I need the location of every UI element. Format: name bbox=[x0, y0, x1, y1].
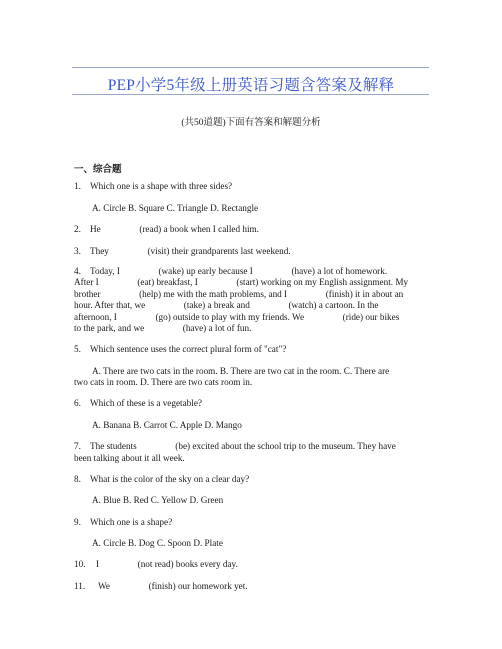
passage-text: to the park, and we bbox=[74, 323, 145, 333]
question-8 bbox=[74, 474, 430, 486]
passage-text: hour. After that, we bbox=[74, 300, 146, 310]
question-number: 9. bbox=[74, 517, 81, 527]
question-number: 10. bbox=[74, 559, 86, 569]
passage-text: afternoon, I bbox=[74, 312, 117, 322]
question-number: 4. bbox=[74, 266, 81, 276]
question-9-options: A. Circle B. Dog C. Spoon D. Plate bbox=[92, 538, 223, 548]
question-text: Which sentence uses the correct plural form of "cat"? bbox=[90, 344, 287, 354]
page-title: PEP小学5年级上册英语习题含答案及解释 bbox=[107, 77, 395, 94]
question-number: 7. bbox=[74, 441, 81, 451]
question-text: (visit) their grandparents last weekend. bbox=[147, 246, 291, 256]
passage-text: After I bbox=[74, 277, 99, 287]
question-text: (be) excited about the school trip to the museum. They have bbox=[175, 441, 396, 451]
question-number: 5. bbox=[74, 344, 81, 354]
question-4-line-6 bbox=[74, 323, 430, 335]
section-heading: 一、综合题 bbox=[74, 164, 122, 175]
passage-text: (eat) breakfast, I bbox=[137, 277, 198, 287]
question-number: 8. bbox=[74, 474, 81, 484]
question-text: (read) a book when I called him. bbox=[139, 224, 259, 234]
question-text: (not read) books every day. bbox=[137, 559, 238, 569]
passage-text: (finish) it in about an bbox=[325, 289, 404, 299]
passage-text: (wake) up early because I bbox=[158, 266, 253, 276]
question-4-line-5 bbox=[74, 312, 430, 324]
question-text: What is the color of the sky on a clear day? bbox=[90, 474, 250, 484]
passage-text: (help) me with the math problems, and I bbox=[139, 289, 288, 299]
passage-text: brother bbox=[74, 289, 101, 299]
passage-text: (have) a lot of fun. bbox=[182, 323, 252, 333]
passage-text: (watch) a cartoon. In the bbox=[288, 300, 379, 310]
question-6-options: A. Banana B. Carrot C. Apple D. Mango bbox=[92, 420, 242, 430]
question-5-options-cont: two cats in room. D. There are two cats room in. bbox=[74, 377, 253, 387]
question-3 bbox=[74, 246, 430, 258]
question-5-options: A. There are two cats in the room. B. There are two cat in the room. C. There are bbox=[92, 366, 390, 376]
question-6 bbox=[74, 398, 430, 410]
question-10 bbox=[74, 559, 430, 571]
question-7 bbox=[74, 441, 430, 453]
question-text: They bbox=[90, 246, 109, 256]
passage-text: (take) a break and bbox=[183, 300, 250, 310]
question-7-line-2: been talking about it all week. bbox=[74, 453, 185, 463]
passage-text: (go) outside to play with my friends. We bbox=[155, 312, 305, 322]
question-text: We bbox=[98, 581, 111, 591]
question-4 bbox=[74, 266, 430, 278]
question-4-line-3 bbox=[74, 289, 430, 301]
passage-text: Today, I bbox=[90, 266, 120, 276]
question-5 bbox=[74, 344, 430, 356]
passage-text: (ride) our bikes bbox=[342, 312, 400, 322]
question-11 bbox=[74, 581, 430, 593]
question-text: The students bbox=[90, 441, 137, 451]
question-number: 3. bbox=[74, 246, 81, 256]
question-number: 1. bbox=[74, 181, 81, 191]
question-4-line-2 bbox=[74, 277, 430, 289]
passage-text: (start) working on my English assignment. My bbox=[236, 277, 409, 287]
question-text: (finish) our homework yet. bbox=[148, 581, 248, 591]
passage-text: (have) a lot of homework. bbox=[291, 266, 388, 276]
question-text: Which of these is a vegetable? bbox=[90, 398, 202, 408]
question-number: 6. bbox=[74, 398, 81, 408]
question-1-options: A. Circle B. Square C. Triangle D. Rectangle bbox=[92, 203, 259, 213]
question-2 bbox=[74, 224, 430, 236]
subtitle: (共50道题)下面有答案和解题分析 bbox=[181, 118, 321, 128]
title-underline bbox=[72, 94, 429, 95]
question-text: He bbox=[90, 224, 101, 234]
question-1 bbox=[74, 181, 430, 193]
question-text: I bbox=[96, 559, 100, 569]
question-4-line-4 bbox=[74, 300, 430, 312]
question-9 bbox=[74, 517, 430, 529]
question-8-options: A. Blue B. Red C. Yellow D. Green bbox=[92, 495, 224, 505]
question-number: 2. bbox=[74, 224, 81, 234]
question-number: 11. bbox=[74, 581, 86, 591]
top-rule bbox=[72, 67, 429, 68]
question-text: Which one is a shape? bbox=[90, 517, 173, 527]
question-text: Which one is a shape with three sides? bbox=[90, 181, 233, 191]
